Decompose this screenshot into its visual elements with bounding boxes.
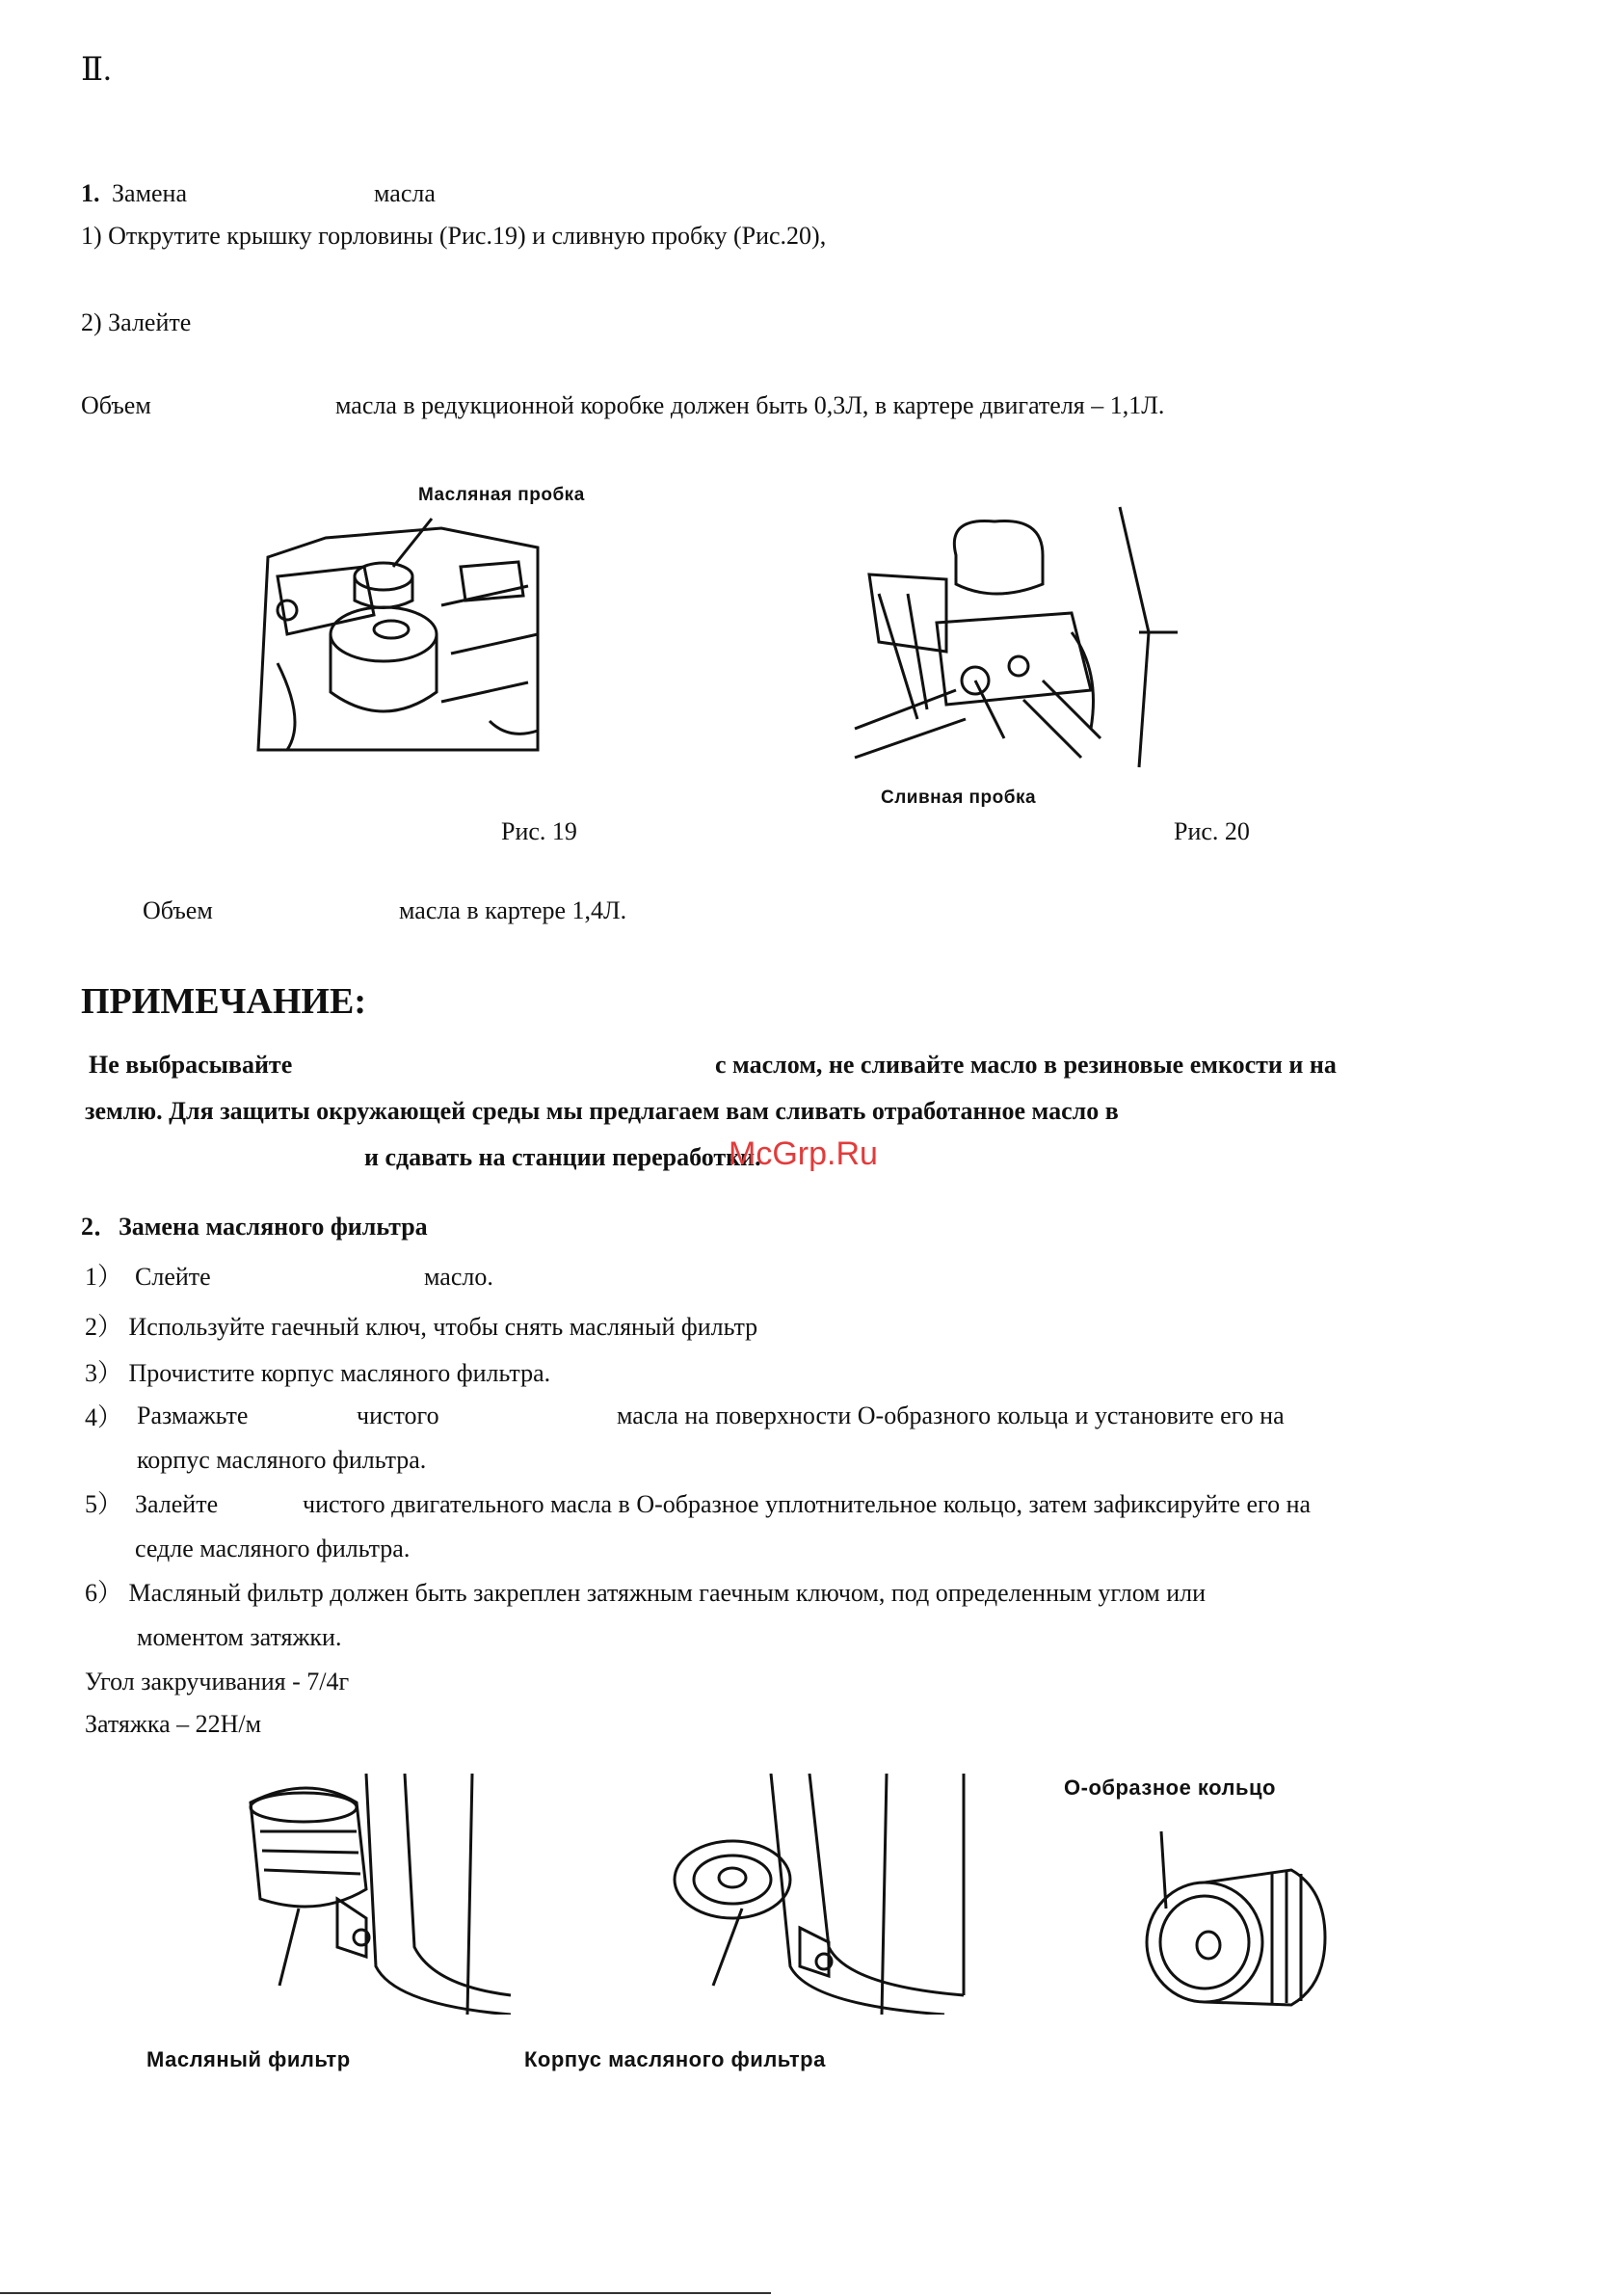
figure-19-oil-plug [249,470,547,760]
filter-step-1b: масло. [424,1263,493,1291]
figure-oil-filter [222,1774,520,2015]
note-line-1a: Не выбрасывайте [89,1051,293,1079]
filter-step-5a: Залейте [135,1490,219,1518]
watermark: McGrp.Ru [729,1135,878,1172]
figure-19-label: Масляная пробка [418,485,585,505]
volume-2-text: масла в картере 1,4Л. [399,896,627,924]
figure-20-caption: Рис. 20 [1174,817,1250,845]
section-2-title: 2．Замена масляного фильтра [81,1213,428,1241]
volume-text: масла в редукционной коробке должен быть 0,3Л, в картере двигателя – 1,1Л. [335,391,1165,419]
filter-step-1-num: 1） [85,1263,123,1291]
angle-spec: Угол закручивания - 7/4г [85,1668,350,1695]
filter-step-6: 6） Масляный фильтр должен быть закреплен затяжным гаечным ключом, под определенным углом или [85,1579,1207,1607]
figure-20-drain-plug [850,497,1197,777]
figure-20-label: Сливная пробка [881,788,1037,808]
section-number: Ⅱ. [81,52,112,88]
note-line-1b: с маслом, не сливайте масло в резиновые емкости и на [715,1051,1337,1079]
filter-step-3: 3） Прочистите корпус масляного фильтра. [85,1359,551,1387]
filter-step-4b: чистого [357,1402,439,1429]
volume-2-label: Объем [143,896,213,924]
figure-o-ring [1127,1812,1339,2015]
filter-step-4c: масла на поверхности О-образного кольца и установите его на [617,1402,1285,1429]
volume-label: Объем [81,391,151,419]
figure-filter-body [655,1774,983,2015]
section-1-title-b: масла [374,179,436,207]
label-o-ring: О-образное кольцо [1064,1775,1276,1800]
step-1: 1) Открутите крышку горловины (Рис.19) и сливную пробку (Рис.20), [81,222,827,250]
note-heading: ПРИМЕЧАНИЕ: [81,981,366,1022]
figure-19-caption: Рис. 19 [501,817,577,845]
filter-step-2: 2） Используйте гаечный ключ, чтобы снять масляный фильтр [85,1313,758,1341]
filter-step-5c: седле масляного фильтра. [135,1535,411,1562]
filter-step-5b: чистого двигательного масла в О-образное уплотнительное кольцо, затем зафиксируйте его на [303,1490,1312,1518]
step-2: 2) Залейте [81,308,192,336]
filter-step-4-num: 4） [85,1403,123,1431]
note-line-3: и сдавать на станции переработки. [364,1143,761,1171]
note-line-2: землю. Для защиты окружающей среды мы предлагаем вам сливать отработанное масло в [85,1097,1119,1125]
label-filter-body: Корпус масляного фильтра [524,2047,826,2071]
filter-step-6b: моментом затяжки. [137,1623,342,1651]
filter-step-4a: Размажьте [137,1402,249,1429]
filter-step-4d: корпус масляного фильтра. [137,1446,427,1474]
section-1-number: 1. [81,179,100,207]
bottom-rule [0,2292,771,2294]
filter-step-1a: Слейте [135,1263,211,1291]
label-oil-filter: Масляный фильтр [146,2047,351,2071]
torque-spec: Затяжка – 22Н/м [85,1710,262,1738]
filter-step-5-num: 5） [85,1490,123,1518]
section-1-title-a: Замена [112,179,188,207]
